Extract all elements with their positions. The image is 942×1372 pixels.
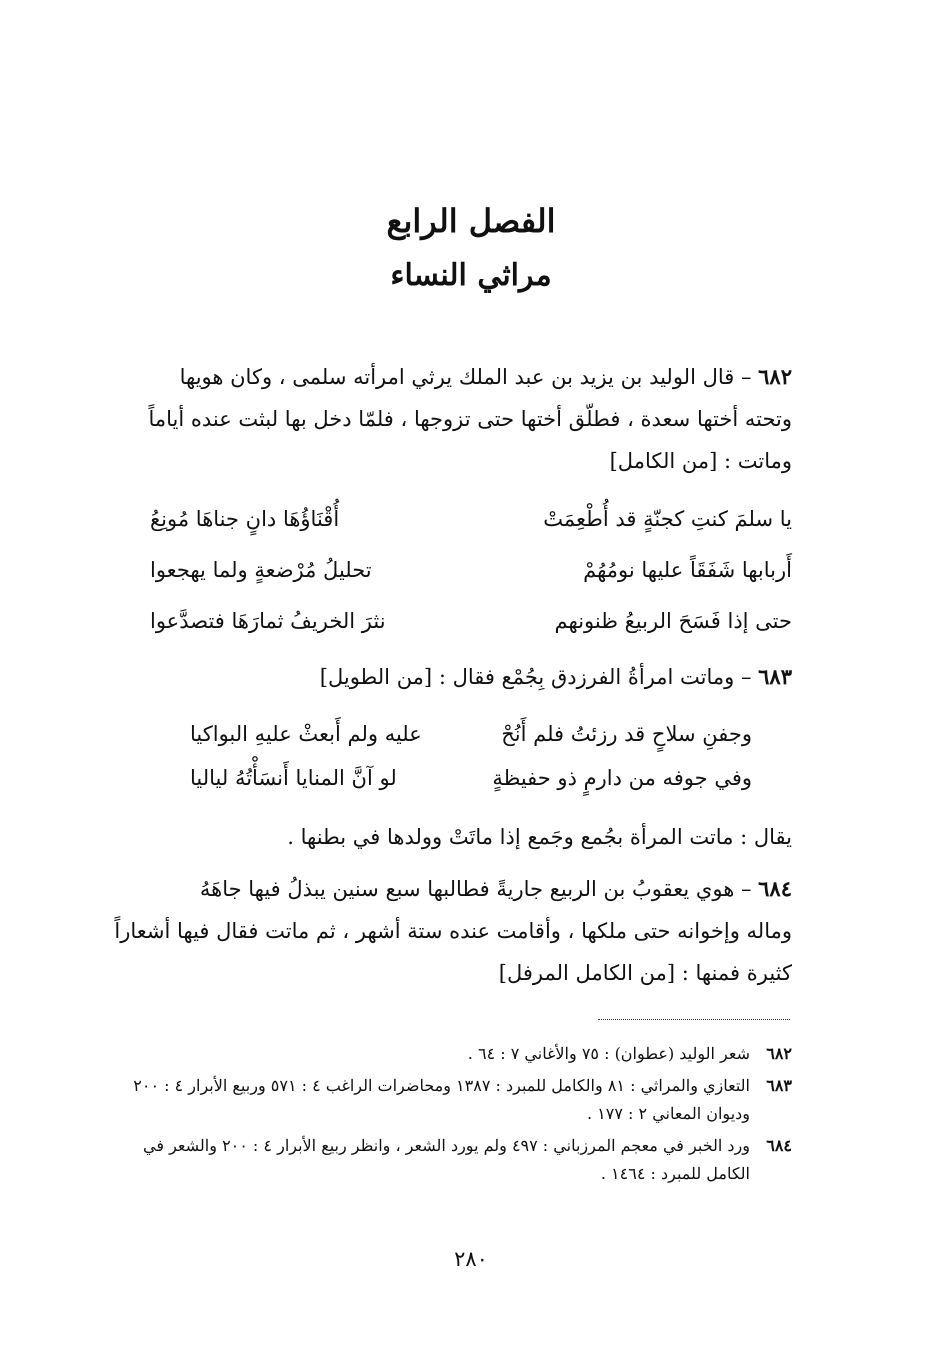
verse-second-hemistich: تحليلُ مُرْضعةٍ ولما يهجعوا [150, 558, 372, 582]
verse-second-hemistich: عليه ولم أَبعثْ عليهِ البواكيا [190, 722, 422, 746]
verse-second-hemistich: نثرَ الخريفُ ثمارَهَا فتصدَّعوا [150, 609, 386, 633]
footnote-text: التعازي والمراثي : ٨١ والكامل للمبرد : ١٣٨٧ ومحاضرات الراغب ٤ : ٥٧١ وربيع الأبرار ٤ : ٢٠٠ وديوان المعاني ٢ : ١٧٧ . [133, 1076, 750, 1123]
entry-683-explanation: يقال : ماتت المرأة بجُمع وجَمع إذا ماتَتْ وولدها في بطنها . [287, 825, 792, 849]
verse-first-hemistich: وفي جوفه من دارمٍ ذو حفيظةٍ [492, 766, 752, 790]
verse [150, 548, 792, 592]
footnote-text: ورد الخبر في معجم المرزباني : ٤٩٧ ولم يورد الشعر ، وانظر ربيع الأبرار ٤ : ٢٠٠ والشعر في الكامل للمبرد : ١٤٦٤ . [143, 1136, 750, 1183]
entry-682-line-2: وتحته أختها سعدة ، فطلّق أختها حتى تزوجها ، فلمّا دخل بها لبثت عنده أياماً [148, 407, 792, 431]
verse [150, 599, 792, 643]
chapter-subtitle: مراثي النساء [390, 258, 552, 293]
entry-684-line-3: كثيرة فمنها : [من الكامل المرفل] [498, 961, 792, 985]
meter-label: [من الكامل المرفل] [498, 961, 676, 985]
footnote-number: ٦٨٤ [766, 1136, 792, 1155]
entry-683-paragraph [150, 656, 792, 698]
entry-684-line-1: ٦٨٤ – هوي يعقوبُ بن الربيع جاريةً فطالبها سبع سنين يبذلُ فيها جاهَهُ [199, 876, 792, 901]
verse [150, 497, 792, 541]
verse-first-hemistich: حتى إذا فَسَحَ الربيعُ ظنونهم [554, 609, 792, 633]
chapter-title: الفصل الرابع [386, 202, 556, 240]
entry-number: ٦٨٢ [758, 364, 792, 389]
page-number: ٢٨٠ [454, 1247, 488, 1271]
meter-label: [من الكامل] [609, 449, 718, 473]
footnote [112, 1072, 792, 1128]
verse-second-hemistich: لو آنَّ المنايا أَنسَأْتُهُ لياليا [190, 766, 397, 790]
footnote-text: شعر الوليد (عطوان) : ٧٥ والأغاني ٧ : ٦٤ . [467, 1044, 750, 1063]
entry-682-line-1: ٦٨٢ – قال الوليد بن يزيد بن عبد الملك يرثي امرأته سلمى ، وكان هويها [179, 364, 792, 389]
entry-number: ٦٨٣ [758, 664, 792, 689]
verse-first-hemistich: وجفنِ سلاحٍ قد رزئتُ فلم أَنُحْ [501, 722, 752, 746]
verse-first-hemistich: يا سلمَ كنتِ كجنّةٍ قد أُطْعِمَتْ [543, 507, 792, 531]
footnote-separator [598, 1019, 790, 1020]
entry-684-line-2: وماله وإخوانه حتى ملكها ، وأقامت عنده ستة أشهر ، ثم ماتت فقال فيها أشعاراً [114, 919, 792, 943]
verse-second-hemistich: أُقْنَاؤُهَا دانٍ جناهَا مُونِعُ [150, 507, 340, 531]
entry-682-paragraph [150, 356, 792, 482]
footnote [112, 1132, 792, 1188]
verse [190, 756, 752, 800]
entry-682-verses [150, 497, 792, 643]
entry-683-verses [190, 712, 752, 800]
footnote [112, 1040, 792, 1068]
entry-682-line-3: وماتت : [من الكامل] [609, 449, 792, 473]
verse [190, 712, 752, 756]
footnotes [112, 1040, 792, 1192]
entry-684-paragraph [114, 868, 792, 994]
footnote-number: ٦٨٣ [766, 1076, 792, 1095]
verse-first-hemistich: أَربابها شَفَقَاً عليها نومُهُمْ [583, 558, 792, 582]
meter-label: [من الطويل] [319, 665, 433, 689]
entry-683-intro: ٦٨٣ – وماتت امرأةُ الفرزدق بِجُمْع فقال : [من الطويل] [319, 664, 792, 689]
footnote-number: ٦٨٢ [766, 1044, 792, 1063]
entry-number: ٦٨٤ [758, 876, 792, 901]
